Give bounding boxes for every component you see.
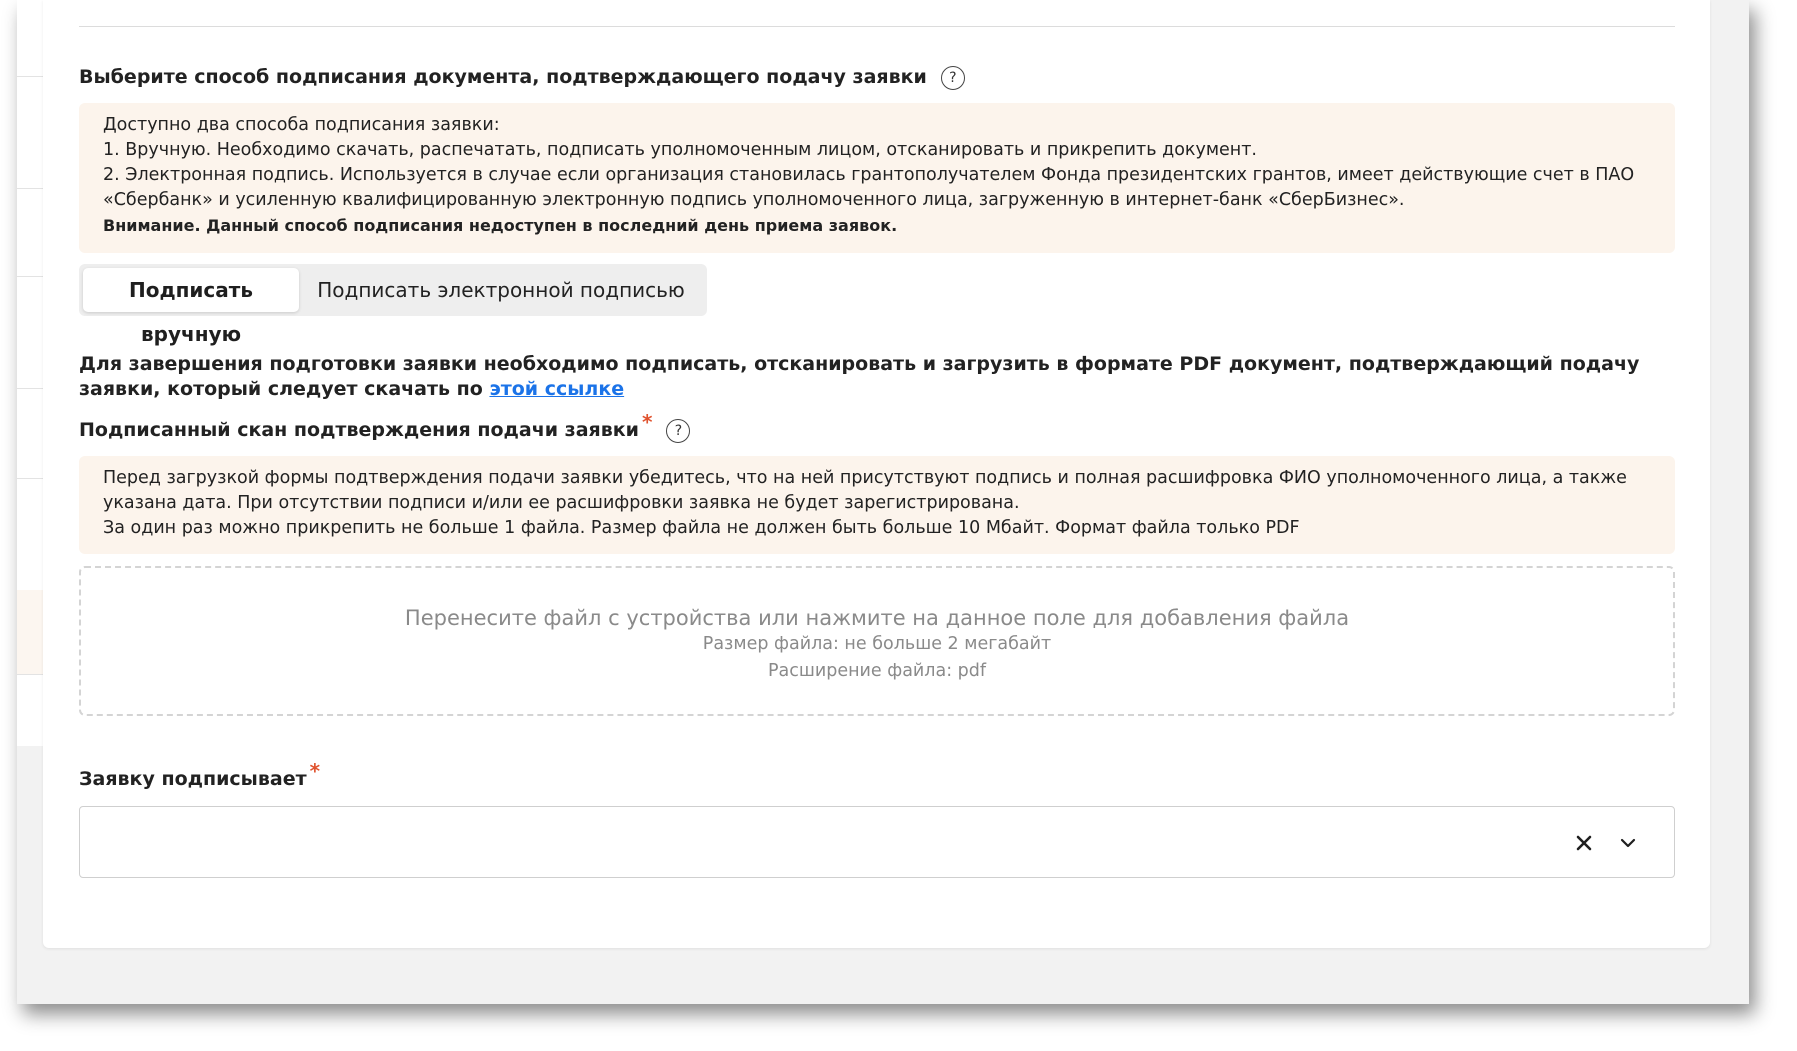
signer-field-label: Заявку подписывает * xyxy=(79,758,321,790)
signing-info-box xyxy=(79,103,1675,253)
chevron-down-icon[interactable] xyxy=(1618,833,1638,853)
left-sidebar-edge xyxy=(17,0,44,746)
sidebar-divider xyxy=(17,674,43,675)
sidebar-divider xyxy=(17,388,43,389)
info-line: 2. Электронная подпись. Используется в случае если организация становилась грантополучателем Фонда президентских грантов, имеет действующие счет в ПАО «Сбербанк» и усиленную квалифицированную электронную подпись уполномоченного лица, загруженную в интернет-банк «СберБизнес». xyxy=(103,165,1635,210)
scan-field-label: Подписанный скан подтверждения подачи заявки * ? xyxy=(79,417,690,443)
signing-method-title: Выберите способ подписания документа, подтверждающего подачу заявки ? xyxy=(79,64,965,90)
signing-method-tabs xyxy=(79,264,707,346)
help-icon[interactable]: ? xyxy=(941,66,965,90)
required-asterisk: * xyxy=(641,409,653,434)
sidebar-divider xyxy=(17,478,43,479)
sidebar-active-item[interactable] xyxy=(17,590,43,674)
section-divider xyxy=(79,26,1675,27)
dropzone-size-hint: Размер файла: не больше 2 мегабайт xyxy=(702,634,1052,654)
help-icon[interactable]: ? xyxy=(666,419,690,443)
close-icon[interactable] xyxy=(1574,833,1594,853)
scan-info-box xyxy=(79,456,1675,554)
instruction-text: Для завершения подготовки заявки необходимо подписать, отсканировать и загрузить в формате PDF документ, подтверждающий подачу заявки, который следует скачать по этой ссылке xyxy=(79,353,1640,400)
signer-select[interactable] xyxy=(79,806,1675,878)
info-line: 1. Вручную. Необходимо скачать, распечатать, подписать уполномоченным лицом, отсканировать и прикрепить документ. xyxy=(103,140,1257,160)
info-line: Доступно два способа подписания заявки: xyxy=(103,115,500,135)
sidebar-divider xyxy=(17,276,43,277)
sidebar-divider xyxy=(17,76,43,77)
file-dropzone[interactable] xyxy=(79,566,1675,716)
form-card xyxy=(43,0,1710,948)
signing-warning: Внимание. Данный способ подписания недоступен в последний день приема заявок. xyxy=(103,216,898,235)
sidebar-divider xyxy=(17,188,43,189)
info-line: Перед загрузкой формы подтверждения подачи заявки убедитесь, что на ней присутствуют подпись и полная расшифровка ФИО уполномоченного лица, а также указана дата. При отсутствии подписи и/или ее расшифровки заявка не будет зарегистрирована. xyxy=(103,468,1627,513)
download-link[interactable]: этой ссылке xyxy=(489,378,625,400)
info-line: За один раз можно прикрепить не больше 1 файла. Размер файла не должен быть больше 10 Мбайт. Формат файла только PDF xyxy=(103,518,1300,538)
tab-sign-manually[interactable]: Подписать вручную xyxy=(83,268,299,312)
required-asterisk: * xyxy=(309,758,321,783)
dropzone-ext-hint: Расширение файла: pdf xyxy=(767,661,987,681)
dropzone-hint: Перенесите файл с устройства или нажмите на данное поле для добавления файла xyxy=(404,606,1350,630)
tab-sign-electronic[interactable]: Подписать электронной подписью xyxy=(317,278,685,302)
